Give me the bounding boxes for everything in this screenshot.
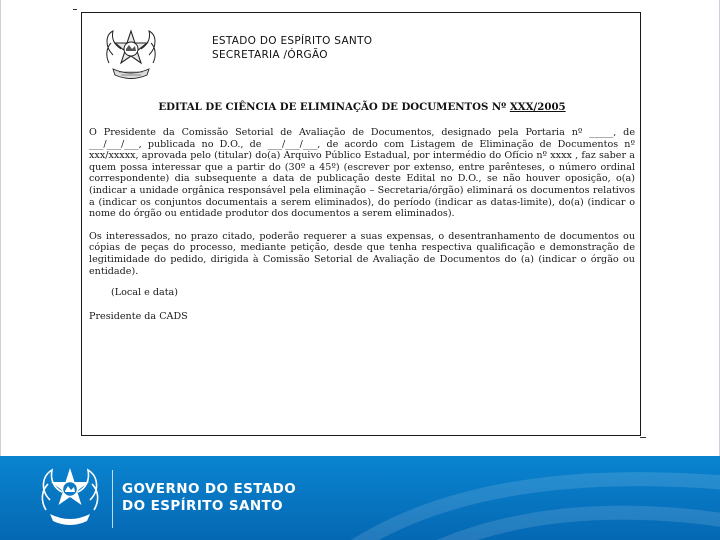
footer-decoration: [340, 456, 720, 540]
document-header-text: [212, 34, 372, 62]
document-header: [99, 25, 399, 85]
footer-line-2: DO ESPÍRITO SANTO: [122, 498, 284, 514]
footer-government-name: [122, 481, 296, 515]
crop-mark-bottom-right: [640, 437, 646, 438]
signature-line: Presidente da CADS: [89, 310, 188, 322]
header-secretariat: SECRETARIA /ÓRGÃO: [212, 49, 328, 61]
footer-band: [0, 456, 720, 540]
coat-of-arms-icon: [36, 464, 104, 532]
footer-divider: [112, 470, 113, 528]
document-title: [82, 101, 642, 113]
coat-of-arms-icon: [99, 25, 163, 85]
title-number: XXX/2005: [509, 101, 566, 113]
header-state-name: ESTADO DO ESPÍRITO SANTO: [212, 35, 373, 47]
document-page: [81, 12, 641, 436]
paragraph-interested-parties: Os interessados, no prazo citado, poderão requerer a suas expensas, o desentranhamento de documentos ou cópias de peças do processo, mediante petição, desde que tenha respectiva qualificação e demonstração de legitimidade do pedido, dirigida à Comissão Setorial de Avaliação de Documentos do (a) (indicar o órgão ou entidade).: [89, 230, 635, 277]
title-text: EDITAL DE CIÊNCIA DE ELIMINAÇÃO DE DOCUMENTOS Nº: [158, 101, 510, 113]
document-body: [89, 127, 635, 322]
crop-mark-top-left: [73, 9, 77, 10]
paragraph-notice: O Presidente da Comissão Setorial de Avaliação de Documentos, designado pela Portaria nº _____, de ___/___/___, publicada no D.O., de ___/___/___, de acordo com Listagem de Eliminação de Documentos nº xxx/xxxxx, aprovada pelo (titular) do(a) Arquivo Público Estadual, por intermédio do Ofício nº xxxx , faz saber a quem possa interessar que a partir do (30º a 45º) (escrever por extenso, entre parênteses, o número ordinal correspondente) dia subsequente a data de publicação deste Edital no D.O., se não houver oposição, o(a) (indicar a unidade orgânica responsável pela eliminação – Secretaria/órgão) eliminará os documentos relativos a (indicar os conjuntos documentais a serem eliminados), do período (indicar as datas-limite), do(a) (indicar o nome do órgão ou entidade produtor dos documentos a serem eliminados).: [89, 127, 635, 220]
place-and-date: (Local e data): [111, 287, 179, 299]
footer-line-1: GOVERNO DO ESTADO: [122, 481, 297, 497]
